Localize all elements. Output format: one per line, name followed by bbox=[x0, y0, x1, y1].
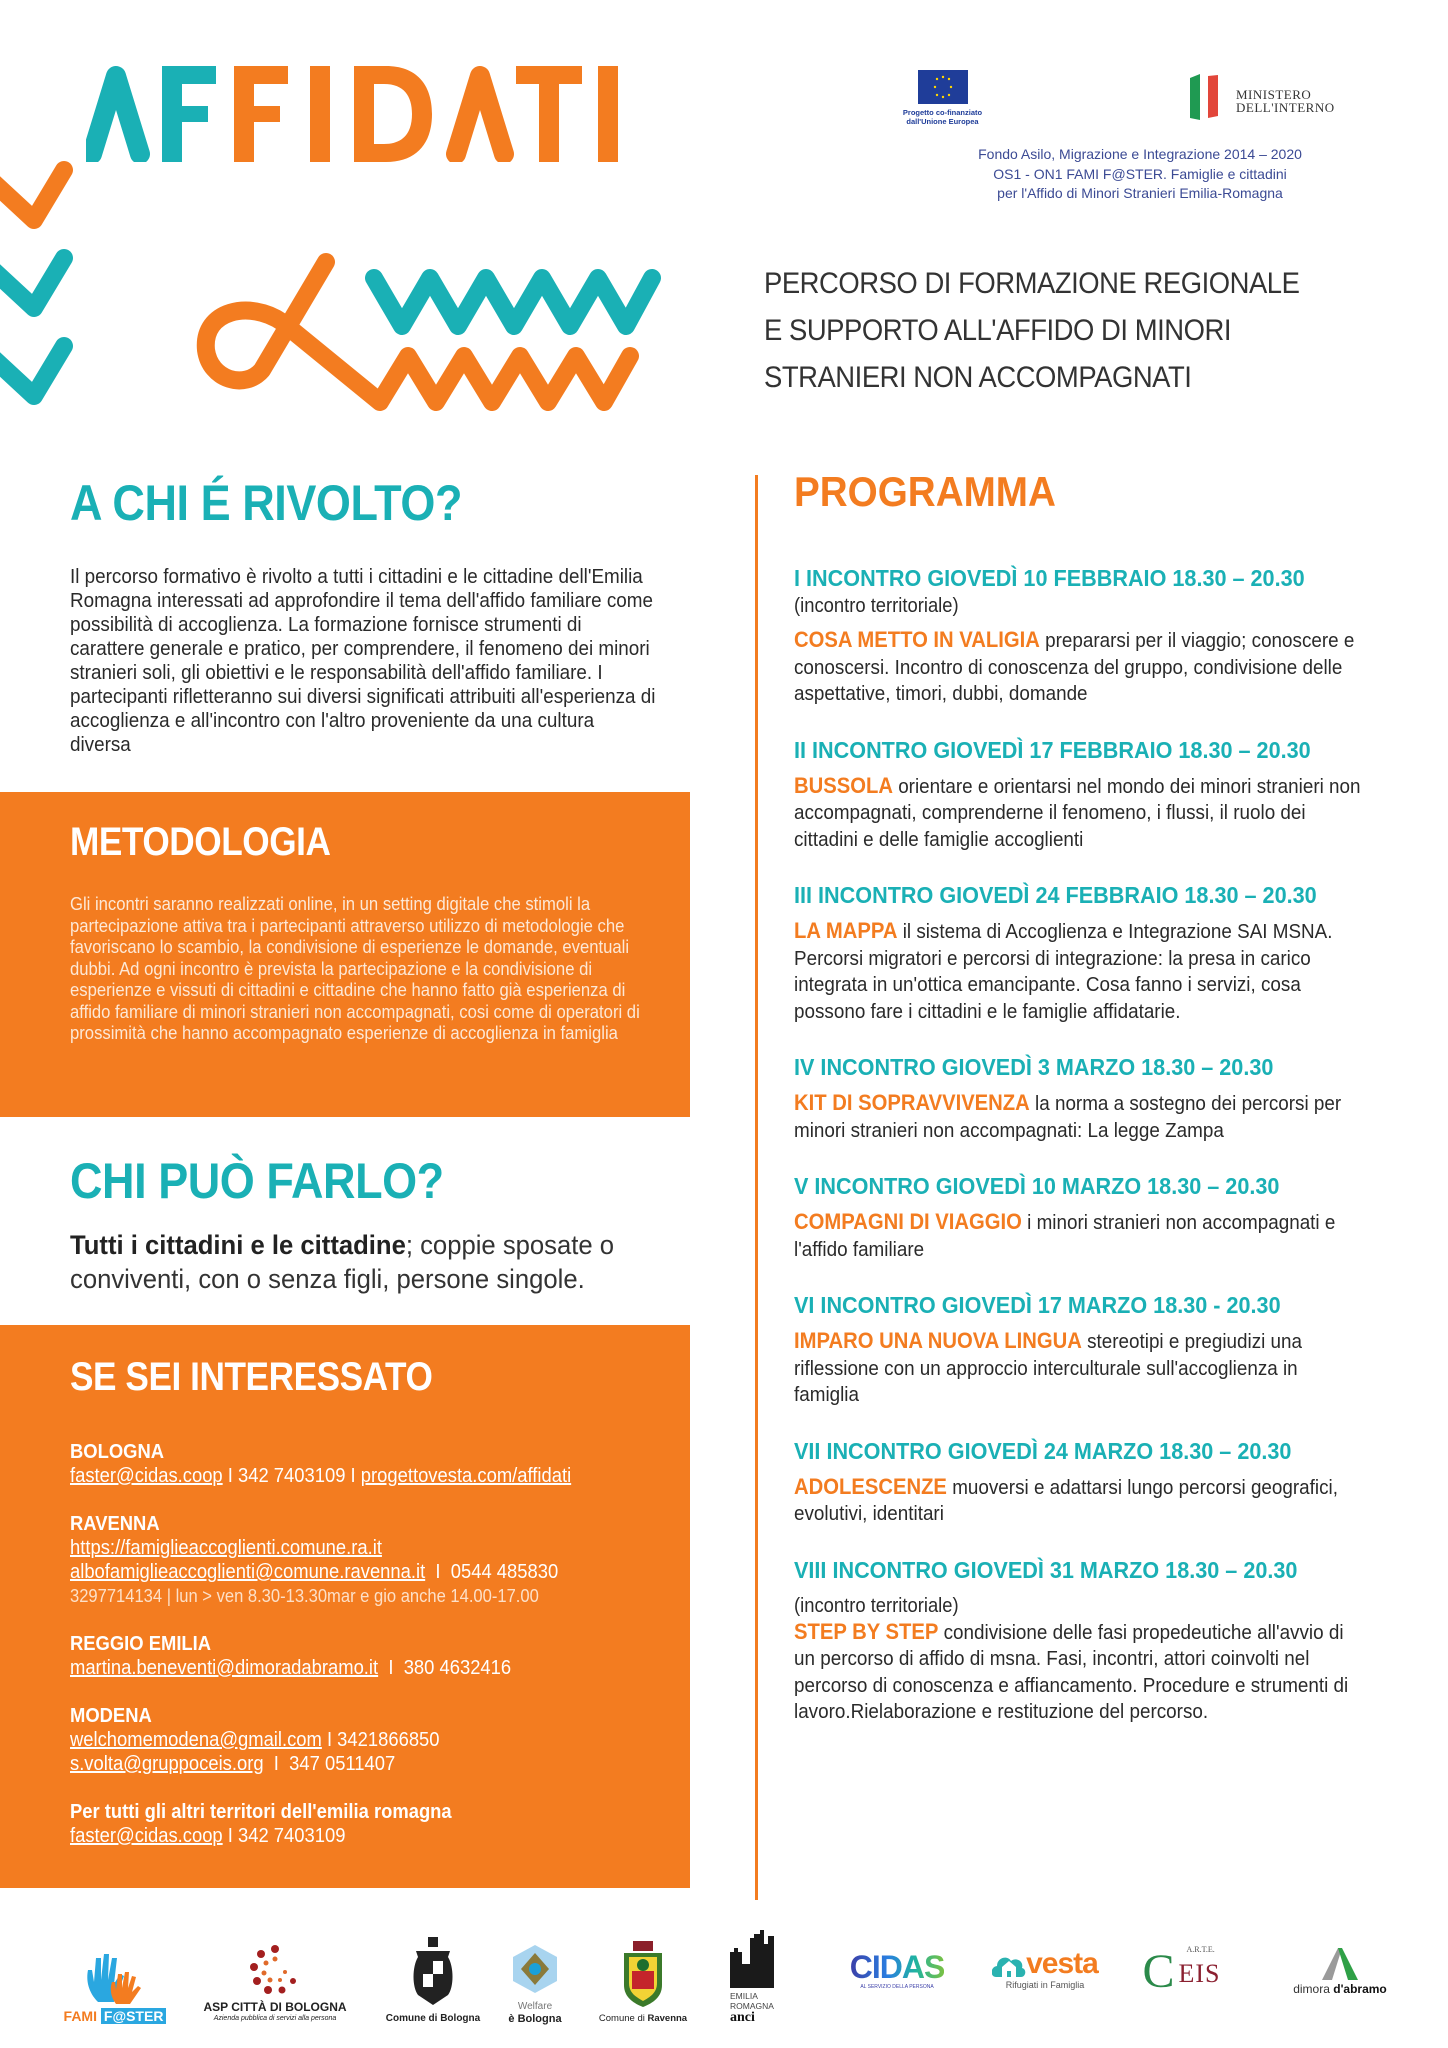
logo-comune-bologna bbox=[383, 1915, 483, 2025]
anci-line: anci bbox=[730, 2010, 755, 2025]
welfare-label: Welfare bbox=[517, 2001, 553, 2012]
event-description bbox=[794, 1090, 1364, 1144]
email-link[interactable]: s.volta@gruppoceis.org bbox=[70, 1753, 264, 1775]
welfare-bologna-label: è Bologna bbox=[508, 2013, 562, 2025]
event-description bbox=[794, 1209, 1364, 1263]
fund-line: Fondo Asilo, Migrazione e Integrazione 2014 – 2020 bbox=[978, 146, 1302, 162]
eu-caption bbox=[880, 108, 1005, 126]
event-description bbox=[794, 627, 1364, 708]
event-text: prepararsi per il viaggio; conoscere e conoscersi. Incontro di conoscenza del gruppo, condivisione delle aspettative, timori, dubbi, domande bbox=[794, 629, 1355, 705]
event-keyword: BUSSOLA bbox=[794, 772, 893, 798]
contact-line bbox=[70, 1824, 659, 1848]
event-text: il sistema di Accoglienza e Integrazione SAI MSNA. Percorsi migratori e percorsi di integrazione: la presa in carico integrata in un'ottica emancipante. Cosa fanno i servizi, cosa possono fare i cittadini e le famiglie affidatarie. bbox=[794, 920, 1333, 1023]
contact-line bbox=[70, 1560, 659, 1584]
logo-cidas bbox=[842, 1915, 952, 2025]
logo-letter-i2 bbox=[598, 66, 618, 162]
event-title: II INCONTRO GIOVEDÌ 17 FEBBRAIO 18.30 – 20.30 bbox=[794, 736, 1311, 763]
contact-city: BOLOGNA bbox=[70, 1441, 165, 1463]
section-title-metodologia: METODOLOGIA bbox=[70, 820, 331, 864]
logo-vesta bbox=[985, 1915, 1105, 2025]
logo-letter-i1 bbox=[310, 66, 330, 162]
comune-bologna-label: Comune di Bologna bbox=[385, 2013, 481, 2024]
logo-letter-f2 bbox=[234, 66, 288, 162]
event-keyword: STEP BY STEP bbox=[794, 1618, 939, 1644]
event-title: I INCONTRO GIOVEDÌ 10 FEBBRAIO 18.30 – 20.30 bbox=[794, 565, 1305, 591]
ravenna-arms-icon bbox=[618, 1939, 668, 2009]
contact-city: REGGIO EMILIA bbox=[70, 1633, 212, 1655]
program-list bbox=[794, 563, 1364, 1753]
column-divider bbox=[755, 475, 758, 1900]
affidati-logo bbox=[86, 66, 666, 162]
office-hours: 3297714134 | lun > ven 8.30-13.30mar e gio anche 14.00-17.00 bbox=[70, 1586, 539, 1606]
logo-letter-a bbox=[92, 76, 140, 154]
ministry-name bbox=[1236, 88, 1335, 114]
event-text: condivisione delle fasi propedeutiche all'avvio di un percorso di affido di msna. Fasi, incontri, attori coinvolti nel percorso di conoscenza e affiancamento. Procedure e strumenti di lavoro.Rielaborazione e restituzione del percorso. bbox=[794, 1620, 1349, 1723]
anci-line: EMILIA bbox=[730, 1991, 758, 2001]
email-link[interactable]: faster@cidas.coop bbox=[70, 1825, 223, 1847]
subtitle-line: STRANIERI NON ACCOMPAGNATI bbox=[764, 361, 1192, 394]
program-event bbox=[794, 1290, 1364, 1409]
contact-line bbox=[70, 1752, 659, 1776]
event-text: stereotipi e pregiudizi una riflessione con un approccio interculturale sull'accoglienza in famiglia bbox=[794, 1330, 1303, 1406]
ceis-arte: A.R.T.E. bbox=[1186, 1945, 1215, 1954]
contact-reggio-emilia bbox=[70, 1632, 659, 1680]
coat-of-arms-icon bbox=[410, 1937, 456, 2009]
event-title: VIII INCONTRO GIOVEDÌ 31 MARZO 18.30 – 20.30 bbox=[794, 1556, 1298, 1583]
event-description bbox=[794, 1474, 1364, 1528]
dimora-text: dimora bbox=[1293, 1982, 1334, 1996]
program-event bbox=[794, 1052, 1364, 1144]
logo-dimora-dabramo bbox=[1280, 1915, 1400, 2025]
hands-icon bbox=[80, 1950, 150, 2005]
eu-caption-line: dall'Unione Europea bbox=[906, 117, 979, 126]
event-description bbox=[794, 773, 1364, 854]
welfare-hexagon-icon bbox=[510, 1943, 560, 1995]
chi-puo-bold: Tutti i cittadini e le cittadine bbox=[70, 1230, 406, 1260]
phone-text: I 380 4632416 bbox=[378, 1657, 512, 1679]
program-event bbox=[794, 735, 1364, 854]
event-description bbox=[794, 1619, 1364, 1726]
email-link[interactable]: welchomemodena@gmail.com bbox=[70, 1729, 322, 1751]
ravenna-label: Ravenna bbox=[647, 2013, 688, 2024]
faster-text: F@STER bbox=[101, 2008, 167, 2024]
event-text: muoversi e adattarsi lungo percorsi geografici, evolutivi, identitari bbox=[794, 1475, 1338, 1525]
partner-logos bbox=[0, 1915, 1448, 2035]
cidas-subtitle: AL SERVIZIO DELLA PERSONA bbox=[860, 1984, 934, 1990]
contact-city: RAVENNA bbox=[70, 1513, 160, 1535]
event-text: i minori stranieri non accompagnati e l'affido familiare bbox=[794, 1211, 1336, 1261]
event-note: (incontro territoriale) bbox=[794, 595, 959, 617]
contact-line bbox=[70, 1536, 659, 1560]
event-title: V INCONTRO GIOVEDÌ 10 MARZO 18.30 – 20.30 bbox=[794, 1173, 1280, 1199]
event-text: la norma a sostegno dei percorsi per minori stranieri non accompagnati: La legge Zampa bbox=[794, 1092, 1342, 1142]
contact-city: MODENA bbox=[70, 1705, 152, 1727]
logo-letter-d bbox=[354, 66, 432, 162]
event-text: orientare e orientarsi nel mondo dei minori stranieri non accompagnati, comprenderne il fenomeno, i flussi, il ruolo dei cittadini e delle famiglie accoglienti bbox=[794, 774, 1361, 851]
logo-anci-emilia-romagna bbox=[730, 1915, 800, 2025]
event-title: IV INCONTRO GIOVEDÌ 3 MARZO 18.30 – 20.30 bbox=[794, 1054, 1274, 1080]
event-keyword: COSA METTO IN VALIGIA bbox=[794, 627, 1040, 652]
event-title: VII INCONTRO GIOVEDÌ 24 MARZO 18.30 – 20.30 bbox=[794, 1437, 1292, 1464]
eu-flag-icon bbox=[918, 70, 968, 104]
program-event bbox=[794, 1171, 1364, 1263]
program-event bbox=[794, 880, 1364, 1025]
event-title: III INCONTRO GIOVEDÌ 24 FEBBRAIO 18.30 – 20.30 bbox=[794, 882, 1317, 908]
section-body-chi-puo bbox=[70, 1228, 678, 1296]
event-keyword: IMPARO UNA NUOVA LINGUA bbox=[794, 1328, 1082, 1353]
event-description bbox=[794, 1328, 1364, 1409]
comune-label: Comune di bbox=[598, 2013, 648, 2024]
dabramo-text: d'abramo bbox=[1333, 1982, 1387, 1996]
asp-dots-icon bbox=[250, 1945, 300, 1995]
ministry-line: DELL'INTERNO bbox=[1236, 100, 1335, 115]
event-keyword: LA MAPPA bbox=[794, 918, 898, 943]
ministry-line: MINISTERO bbox=[1236, 87, 1312, 102]
event-keyword: KIT DI SOPRAVVIVENZA bbox=[794, 1090, 1030, 1115]
subtitle-line: PERCORSO DI FORMAZIONE REGIONALE bbox=[764, 267, 1300, 300]
section-title-chi-puo: CHI PUÒ FARLO? bbox=[70, 1153, 444, 1209]
fund-description bbox=[900, 145, 1380, 204]
contact-ravenna bbox=[70, 1512, 659, 1608]
section-title-rivolto: A CHI É RIVOLTO? bbox=[70, 475, 462, 531]
vesta-wordmark: vesta bbox=[1026, 1947, 1098, 1980]
contact-city: Per tutti gli altri territori dell'emilia romagna bbox=[70, 1801, 452, 1823]
phone-text: I 342 7403109 I bbox=[222, 1465, 361, 1487]
ceis-c-glyph: C bbox=[1142, 1945, 1175, 1998]
italian-flag-icon bbox=[1190, 72, 1228, 122]
fami-text: FAMI bbox=[63, 2008, 97, 2024]
logo-ceis bbox=[1140, 1915, 1235, 2025]
logo-fami-faster bbox=[55, 1915, 175, 2025]
section-body-rivolto: Il percorso formativo è rivolto a tutti i cittadini e le cittadine dell'Emilia Romagna interessati ad approfondire il tema dell'affido familiare come possibilità di accoglienza. La formazione fornisce strumenti di carattere generale e pratico, per comprendere, il fenomeno dei minori stranieri soli, gli obiettivi e le responsabilità dell'affido familiare. I partecipanti rifletteranno sui diversi significati attribuiti all'esperienza di accoglienza e all'incontro con l'altro proveniente da una cultura diversa bbox=[70, 565, 656, 756]
logo-comune-ravenna bbox=[598, 1915, 688, 2025]
contact-list bbox=[70, 1440, 659, 1872]
contact-bologna bbox=[70, 1440, 659, 1488]
logo-letter-a2 bbox=[456, 76, 504, 154]
asp-subtitle: Azienda pubblica di servizi alla persona bbox=[213, 2015, 337, 2022]
subtitle-line: E SUPPORTO ALL'AFFIDO DI MINORI bbox=[764, 314, 1231, 347]
logo-letter-t bbox=[516, 66, 582, 162]
house-cloud-icon bbox=[992, 1949, 1026, 1979]
page-subtitle bbox=[764, 260, 1359, 401]
event-note: (incontro territoriale) bbox=[794, 1594, 959, 1617]
web-link[interactable]: https://famiglieaccoglienti.comune.ra.it bbox=[70, 1537, 382, 1559]
contact-line bbox=[70, 1464, 659, 1488]
email-link[interactable]: faster@cidas.coop bbox=[70, 1465, 223, 1487]
asp-title: ASP CITTÀ DI BOLOGNA bbox=[203, 2000, 347, 2014]
contact-line bbox=[70, 1728, 659, 1752]
vesta-subtitle: Rifugiati in Famiglia bbox=[1005, 1980, 1085, 1990]
section-title-programma: PROGRAMMA bbox=[794, 468, 1056, 515]
loop-zigzag-decoration bbox=[190, 240, 710, 420]
section-title-contatti: SE SEI INTERESSATO bbox=[70, 1355, 433, 1399]
program-event bbox=[794, 1555, 1364, 1726]
contact-modena bbox=[70, 1704, 659, 1776]
anci-line: ROMAGNA bbox=[730, 2001, 774, 2011]
section-body-metodologia: Gli incontri saranno realizzati online, in un setting digitale che stimoli la partecipazione attiva tra i partecipanti attraverso utilizzo di metodologie che favoriscano lo scambio, la condivisione di esperienze le domande, eventuali dubbi. Ad ogni incontro è prevista la partecipazione e la condivisione di esperienze e vissuti di cittadini e cittadine che hanno fatto già esperienza di affido familiare di minori stranieri non accompagnati, cosi come di operatori di prossimità che hanno accompagnato esperienze di accoglienza in famiglia bbox=[70, 893, 640, 1043]
fund-line: OS1 - ON1 FAMI F@STER. Famiglie e cittadini bbox=[993, 165, 1287, 182]
zigzag-decoration-left bbox=[0, 150, 90, 420]
event-title: VI INCONTRO GIOVEDÌ 17 MARZO 18.30 - 20.30 bbox=[794, 1292, 1281, 1318]
email-link[interactable]: martina.beneventi@dimoradabramo.it bbox=[70, 1657, 379, 1679]
phone-text: I 3421866850 bbox=[321, 1729, 440, 1751]
logo-welfare-bologna bbox=[500, 1915, 570, 2025]
phone-text: I 347 0511407 bbox=[263, 1753, 396, 1775]
event-description bbox=[794, 918, 1364, 1025]
event-keyword: ADOLESCENZE bbox=[794, 1473, 947, 1499]
ceis-eis: EIS bbox=[1178, 1959, 1221, 1988]
program-event bbox=[794, 563, 1364, 708]
chi-puo-rest: ; coppie sposate o conviventi, con o senza figli, persone singole. bbox=[70, 1230, 615, 1294]
dimora-a-icon bbox=[1320, 1944, 1360, 1982]
email-link[interactable]: albofamiglieaccoglienti@comune.ravenna.it bbox=[70, 1561, 426, 1583]
logo-asp-bologna bbox=[200, 1915, 350, 2025]
fund-line: per l'Affido di Minori Stranieri Emilia-Romagna bbox=[997, 185, 1283, 201]
contact-altri-territori bbox=[70, 1800, 659, 1848]
program-event bbox=[794, 1436, 1364, 1528]
towers-icon bbox=[730, 1930, 774, 1988]
event-keyword: COMPAGNI DI VIAGGIO bbox=[794, 1209, 1022, 1234]
cidas-wordmark: CIDAS bbox=[849, 1949, 945, 1985]
web-link[interactable]: progettovesta.com/affidati bbox=[360, 1465, 572, 1487]
contact-line bbox=[70, 1656, 659, 1680]
phone-text: I 342 7403109 bbox=[222, 1825, 346, 1847]
logo-letter-f1 bbox=[162, 66, 216, 162]
eu-caption-line: Progetto co-finanziato bbox=[902, 108, 983, 117]
phone-text: I 0544 485830 bbox=[425, 1561, 559, 1583]
